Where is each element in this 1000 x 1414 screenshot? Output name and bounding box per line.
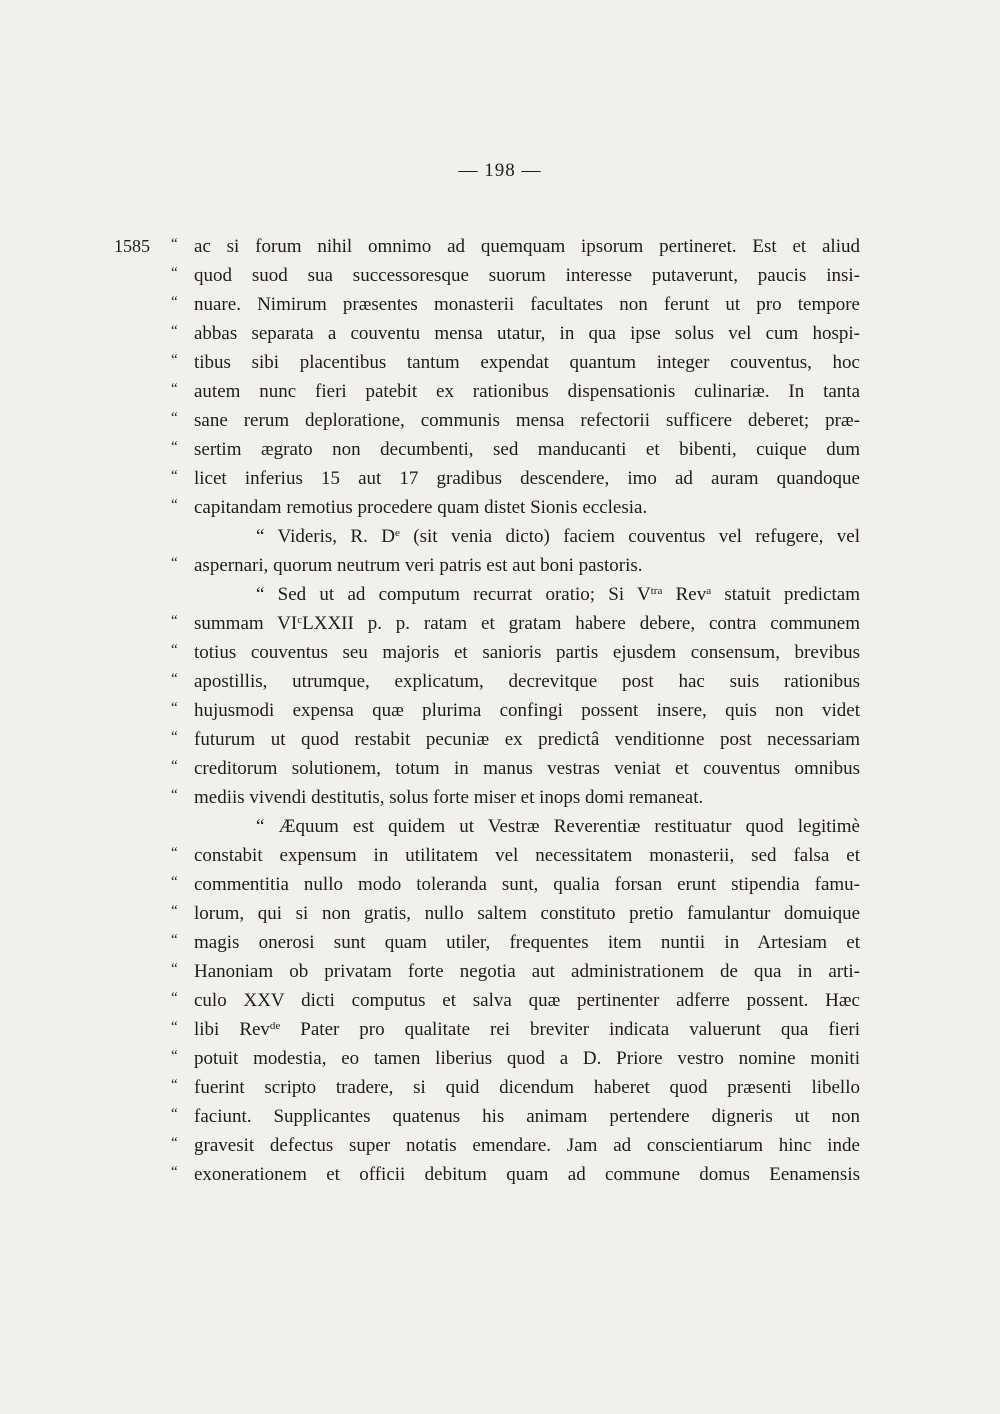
line-text: faciunt. Supplicantes quatenus his animam pertendere digneris ut non [194,1106,860,1127]
quote-mark: “ [171,294,178,310]
line-text: culo XXV dicti computus et salva quæ pertinenter adferre possent. Hæc [194,990,860,1011]
page-number: — 198 — [458,160,542,181]
line-text: futurum ut quod restabit pecuniæ ex predictâ venditionne post necessariam [194,729,860,750]
quote-mark: “ [171,497,178,513]
text-line [0,493,1000,522]
line-text: libi Rev$^{de}$ Pater pro qualitate rei breviter indicata valuerunt qua fieri [194,1019,860,1040]
line-text: constabit expensum in utilitatem vel necessitatem monasterii, sed falsa et [194,845,860,866]
line-text: potuit modestia, eo tamen liberius quod a D. Priore vestro nomine moniti [194,1048,860,1069]
text-line [0,1073,1000,1102]
quote-mark: “ [171,700,178,716]
text-line [0,261,1000,290]
text-line [0,522,1000,551]
text-line [0,1102,1000,1131]
text-line [0,667,1000,696]
text-line [0,1160,1000,1189]
quote-mark: “ [171,1106,178,1122]
line-text: sane rerum deploratione, communis mensa refectorii sufficere deberet; præ- [194,410,860,431]
line-text: nuare. Nimirum præsentes monasterii facultates non ferunt ut pro tempore [194,294,860,315]
text-body [0,232,1000,1189]
quote-mark: “ [171,323,178,339]
text-line [0,290,1000,319]
text-line [0,319,1000,348]
line-text: “ Sed ut ad computum recurrat oratio; Si $V^{tra}$ Rev$^a$ statuit predictam [256,584,861,605]
quote-mark: “ [171,729,178,745]
text-line [0,435,1000,464]
text-line [0,551,1000,580]
text-line [0,696,1000,725]
quote-mark: “ [171,961,178,977]
text-line [0,812,1000,841]
line-text: mediis vivendi destitutis, solus forte miser et inops domi remaneat. [194,787,704,808]
line-text: totius couventus seu majoris et sanioris partis ejusdem consensum, brevibus [194,642,860,663]
quote-mark: “ [171,758,178,774]
text-line [0,1131,1000,1160]
quote-mark: “ [171,787,178,803]
line-text: capitandam remotius procedere quam distet Sionis ecclesia. [194,497,648,518]
quote-mark: “ [171,555,178,571]
line-text: sertim ægrato non decumbenti, sed manducanti et bibenti, cuique dum [194,439,860,460]
text-line [0,957,1000,986]
line-text: creditorum solutionem, totum in manus vestras veniat et couventus omnibus [194,758,860,779]
quote-mark: “ [171,1135,178,1151]
quote-mark: “ [171,613,178,629]
line-text: apostillis, utrumque, explicatum, decrevitque post hac suis rationibus [194,671,860,692]
line-text: magis onerosi sunt quam utiler, frequentes item nuntii in Artesiam et [194,932,860,953]
quote-mark: “ [171,1019,178,1035]
text-line [0,464,1000,493]
text-line [0,725,1000,754]
text-line [0,377,1000,406]
quote-mark: “ [171,845,178,861]
quote-mark: “ [171,1164,178,1180]
quote-mark: “ [171,352,178,368]
line-text: “ Videris, R. De (sit venia dicto) faciem couventus vel refugere, vel [256,526,860,547]
text-line [0,1044,1000,1073]
quote-mark: “ [171,265,178,281]
year-margin-note: 1585 [114,236,150,256]
text-line [0,870,1000,899]
line-text: “ Æquum est quidem ut Vestræ Reverentiæ restituatur quod legitimè [256,816,860,837]
text-line [0,841,1000,870]
line-text: Hanoniam ob privatam forte negotia aut administrationem de qua in arti- [194,961,860,982]
line-text: quod suod sua successoresque suorum interesse putaverunt, paucis insi- [194,265,860,286]
quote-mark: “ [171,903,178,919]
quote-mark: “ [171,642,178,658]
quote-mark: “ [171,1048,178,1064]
line-text: gravesit defectus super notatis emendare. Jam ad conscientiarum hinc inde [194,1135,860,1156]
line-text: fuerint scripto tradere, si quid dicendum haberet quod præsenti libello [194,1077,860,1098]
line-text: aspernari, quorum neutrum veri patris est aut boni pastoris. [194,555,643,576]
line-text: commentitia nullo modo toleranda sunt, qualia forsan erunt stipendia famu- [194,874,860,895]
line-text: ac si forum nihil omnimo ad quemquam ipsorum pertineret. Est et aliud [194,236,860,257]
text-line [0,928,1000,957]
text-line [0,348,1000,377]
text-line [0,638,1000,667]
text-line [0,609,1000,638]
quote-mark: “ [171,410,178,426]
quote-mark: “ [171,468,178,484]
text-line [0,783,1000,812]
line-text: tibus sibi placentibus tantum expendat quantum integer couventus, hoc [194,352,860,373]
quote-mark: “ [171,381,178,397]
text-line [0,580,1000,609]
quote-mark: “ [171,236,178,252]
text-line [0,232,1000,261]
quote-mark: “ [171,932,178,948]
quote-mark: “ [171,439,178,455]
line-text: abbas separata a couventu mensa utatur, in qua ipse solus vel cum hospi- [194,323,860,344]
text-line [0,986,1000,1015]
line-text: lorum, qui si non gratis, nullo saltem constituto pretio famulantur domuique [194,903,860,924]
text-line [0,1015,1000,1044]
text-line [0,754,1000,783]
text-line [0,406,1000,435]
quote-mark: “ [171,874,178,890]
quote-mark: “ [171,990,178,1006]
quote-mark: “ [171,1077,178,1093]
quote-mark: “ [171,671,178,687]
line-text: licet inferius 15 aut 17 gradibus descendere, imo ad auram quandoque [194,468,860,489]
text-line [0,899,1000,928]
line-text: hujusmodi expensa quæ plurima confingi possent insere, quis non videt [194,700,860,721]
line-text: exonerationem et officii debitum quam ad commune domus Eenamensis [194,1164,860,1185]
line-text: summam $VI^cLXXII$ p. p. ratam et gratam habere debere, contra communem [194,613,860,634]
line-text: autem nunc fieri patebit ex rationibus dispensationis culinariæ. In tanta [194,381,860,402]
